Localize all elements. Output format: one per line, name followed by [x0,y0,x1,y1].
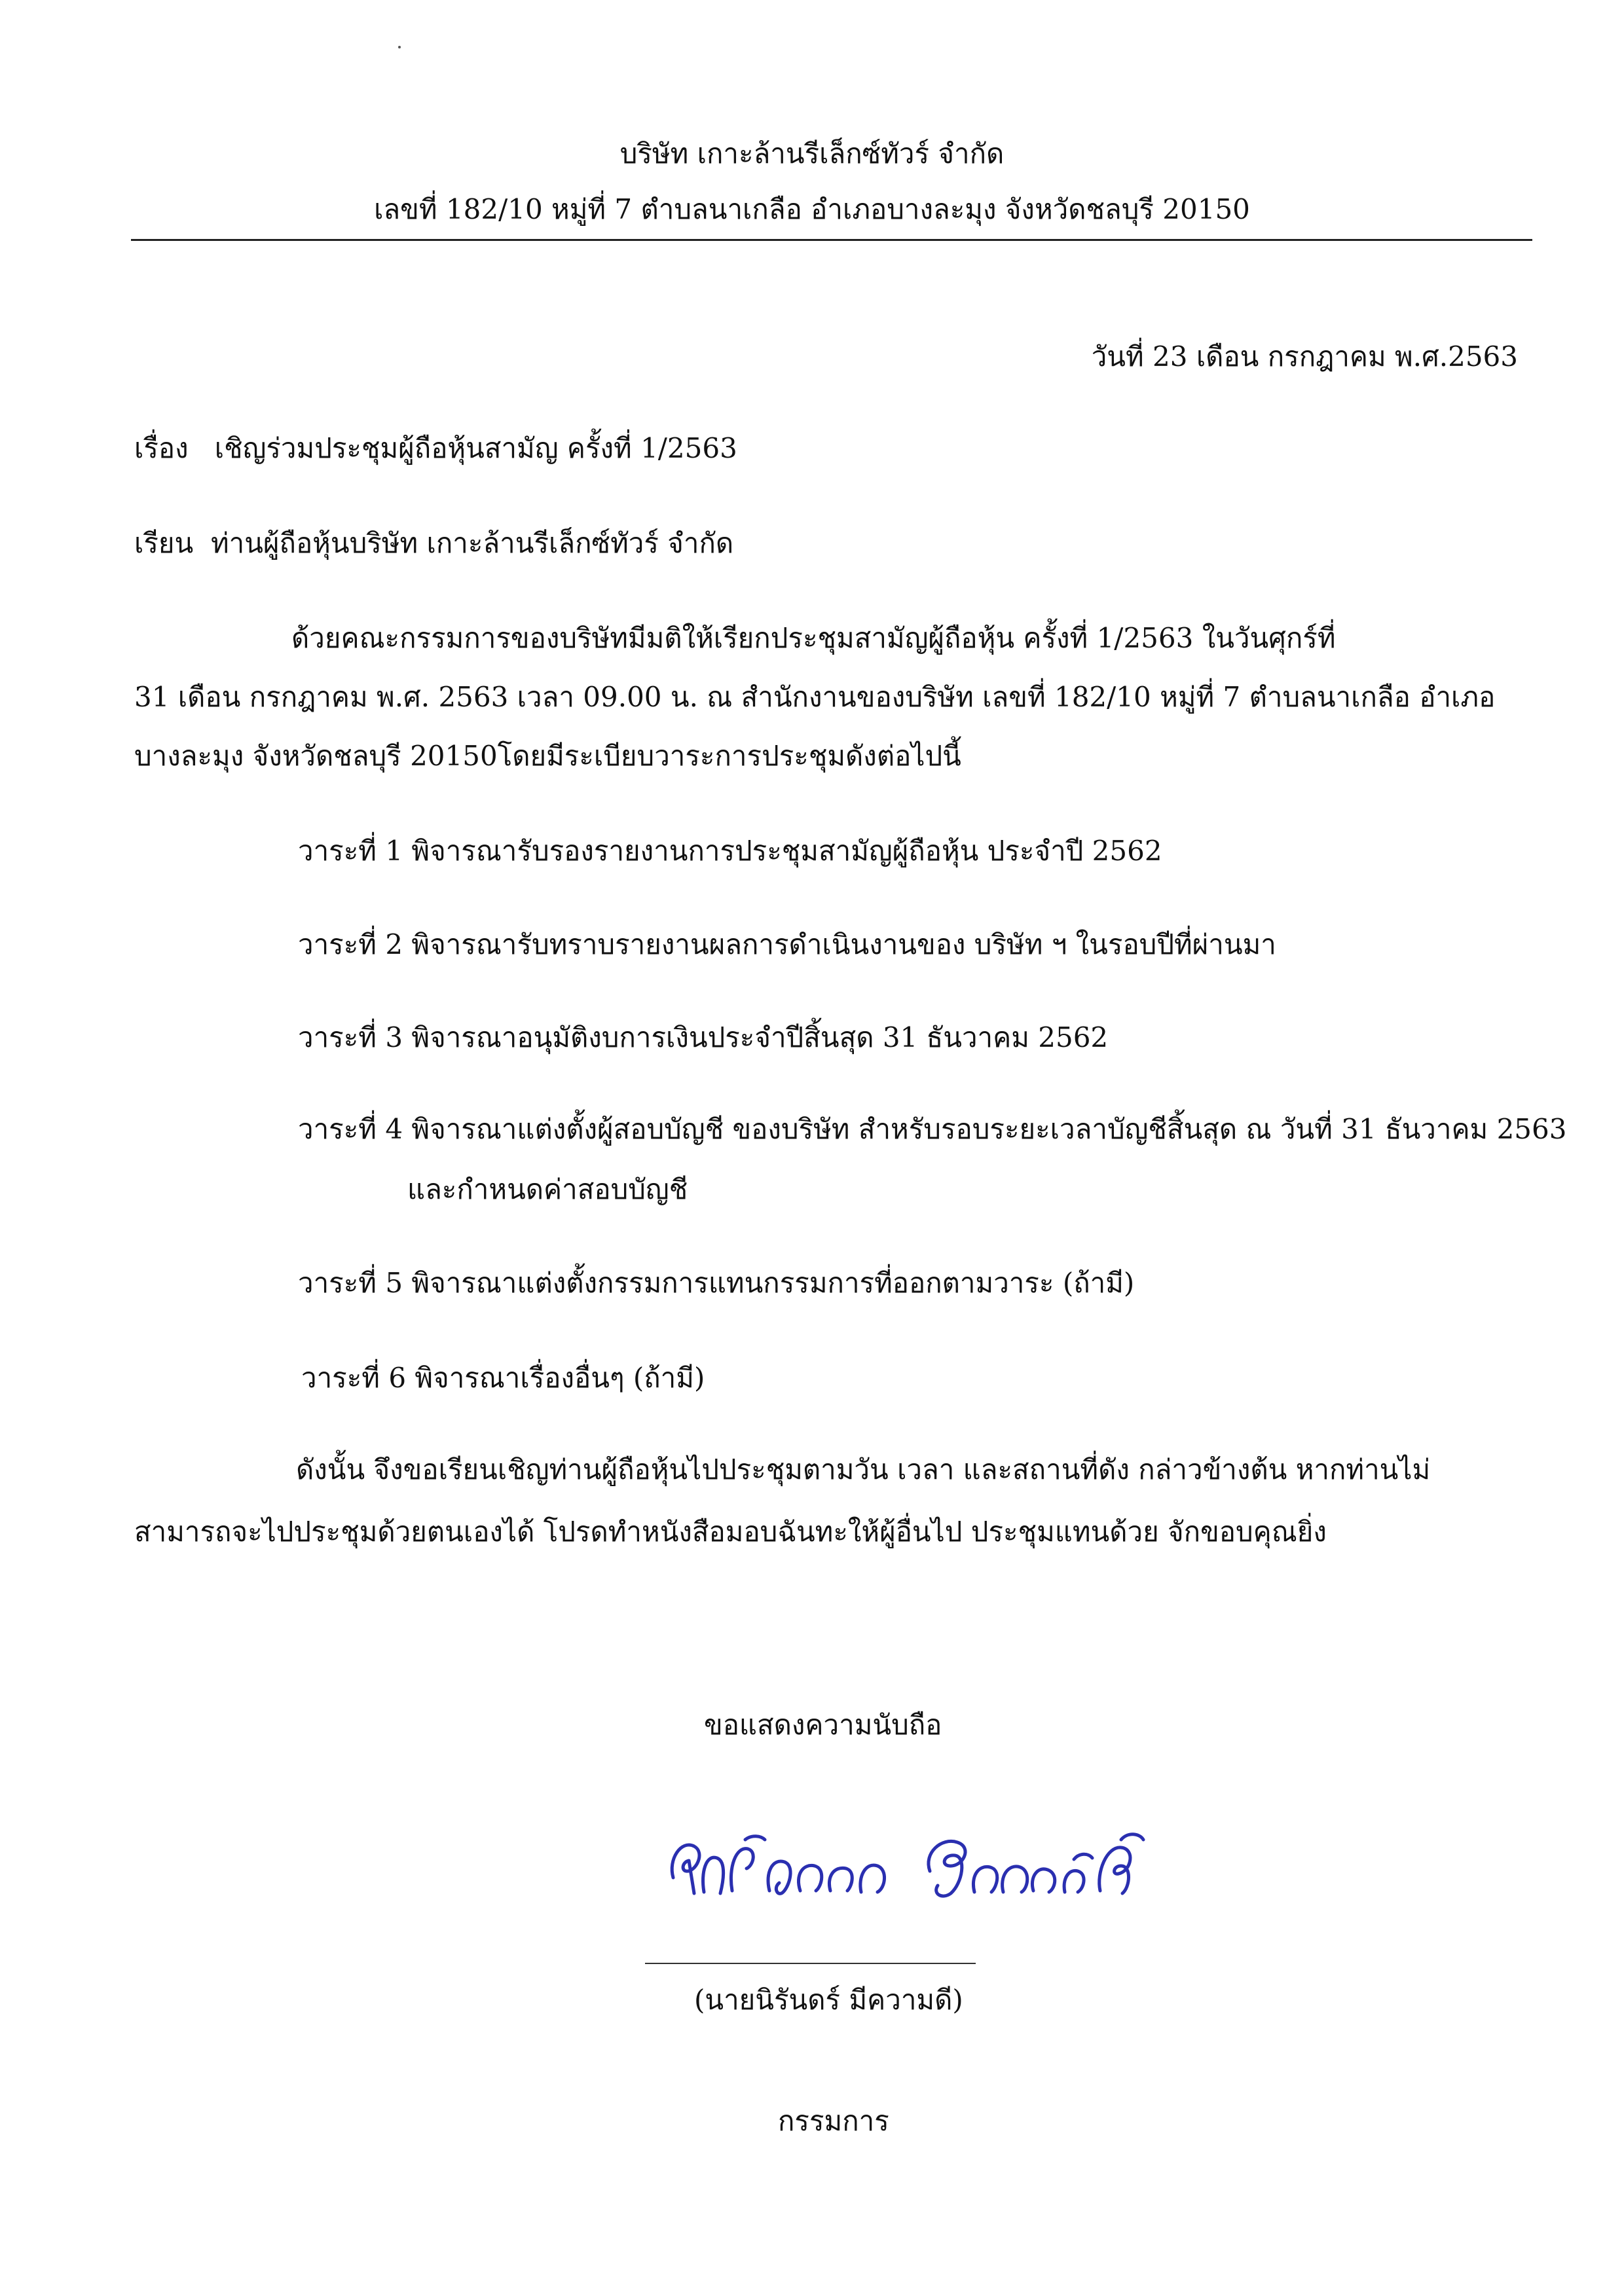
recipient-text: ท่านผู้ถือหุ้นบริษัท เกาะล้านรีเล็กซ์ทัวร์ จำกัด [210,527,734,559]
agenda-item-2: วาระที่ 2 พิจารณารับทราบรายงานผลการดำเนินงานของ บริษัท ฯ ในรอบปีที่ผ่านมา [298,928,1276,960]
agenda-item-1: วาระที่ 1 พิจารณารับรองรายงานการประชุมสามัญผู้ถือหุ้น ประจำปี 2562 [298,835,1162,867]
signatory-name: (นายนิรันดร์ มีความดี) [694,1984,963,2016]
subject-label: เรื่อง [134,432,189,464]
company-address: เลขที่ 182/10 หมู่ที่ 7 ตำบลนาเกลือ อำเภอบางละมุง จังหวัดชลบุรี 20150 [374,193,1250,225]
agenda-item-4-continuation: และกำหนดค่าสอบบัญชี [407,1173,688,1205]
closing-line-2: สามารถจะไปประชุมด้วยตนเองได้ โปรดทำหนังสือมอบฉันทะให้ผู้อื่นไป ประชุมแทนด้วย จักขอบคุณยิ่ง [134,1516,1327,1548]
closing-line-1: ดังนั้น จึงขอเรียนเชิญท่านผู้ถือหุ้นไปประชุมตามวัน เวลา และสถานที่ดัง กล่าวข้างต้น หากท่านไม่ [296,1453,1431,1485]
sign-off: ขอแสดงความนับถือ [704,1709,942,1741]
subject-text: เชิญร่วมประชุมผู้ถือหุ้นสามัญ ครั้งที่ 1/2563 [214,432,737,464]
letter-date: วันที่ 23 เดือน กรกฎาคม พ.ศ.2563 [1091,340,1518,373]
signature-line [645,1963,976,1964]
handwritten-signature [655,1820,1153,1925]
subject-line [134,429,737,468]
agenda-item-5: วาระที่ 5 พิจารณาแต่งตั้งกรรมการแทนกรรมการที่ออกตามวาระ (ถ้ามี) [298,1267,1135,1299]
intro-line-2: 31 เดือน กรกฎาคม พ.ศ. 2563 เวลา 09.00 น. ณ สำนักงานของบริษัท เลขที่ 182/10 หมู่ที่ 7 ตำบลนาเกลือ อำเภอ [134,681,1496,713]
agenda-item-6: วาระที่ 6 พิจารณาเรื่องอื่นๆ (ถ้ามี) [301,1362,705,1394]
agenda-item-4: วาระที่ 4 พิจารณาแต่งตั้งผู้สอบบัญชี ของบริษัท สำหรับรอบระยะเวลาบัญชีสิ้นสุด ณ วันที่ 31 ธันวาคม 2563 [298,1113,1567,1145]
intro-line-1: ด้วยคณะกรรมการของบริษัทมีมติให้เรียกประชุมสามัญผู้ถือหุ้น ครั้งที่ 1/2563 ในวันศุกร์ที่ [291,622,1336,654]
agenda-item-3: วาระที่ 3 พิจารณาอนุมัติงบการเงินประจำปีสิ้นสุด 31 ธันวาคม 2562 [298,1021,1109,1053]
letterhead-divider [131,239,1532,241]
recipient-line [134,524,733,563]
company-name: บริษัท เกาะล้านรีเล็กซ์ทัวร์ จำกัด [619,137,1005,170]
signatory-position: กรรมการ [778,2105,889,2137]
intro-line-3: บางละมุง จังหวัดชลบุรี 20150โดยมีระเบียบวาระการประชุมดังต่อไปนี้ [134,740,961,772]
recipient-label: เรียน [134,527,194,559]
scan-speck [398,46,401,48]
